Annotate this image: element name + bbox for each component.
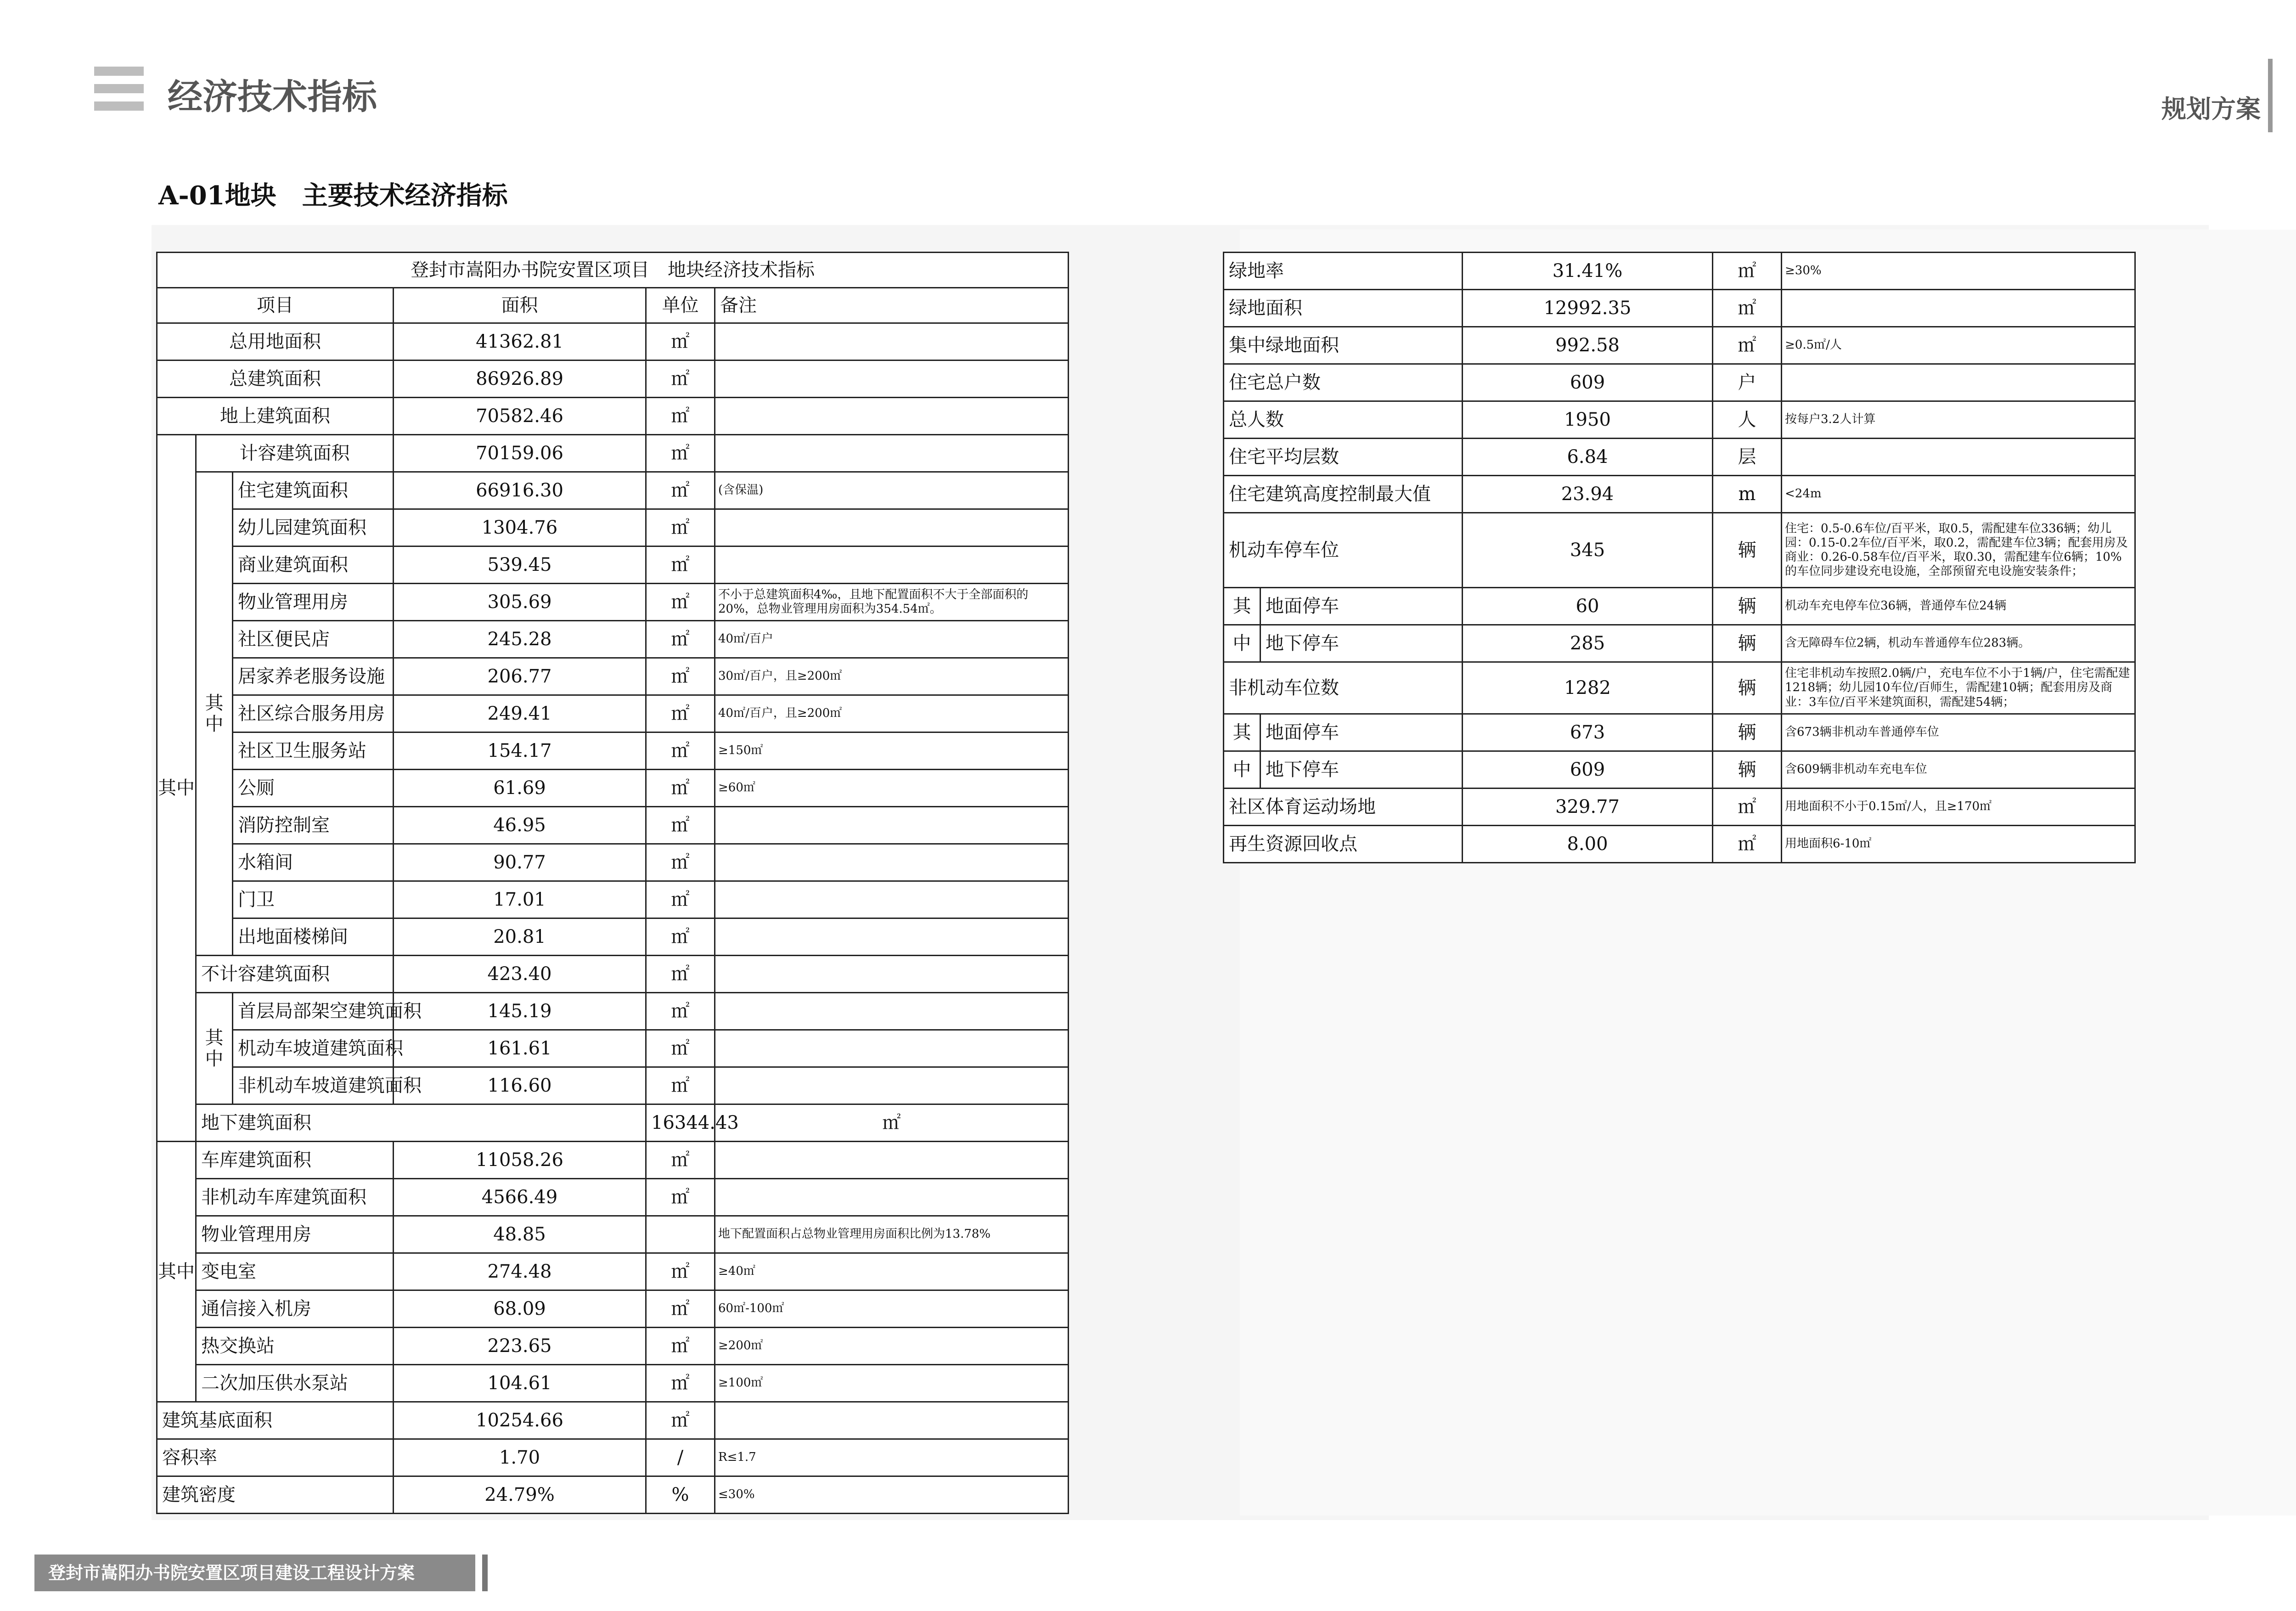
row-value: 17.01 xyxy=(394,881,646,918)
row-note: 40㎡/百户，且≥200㎡ xyxy=(715,695,1069,732)
row-value: 104.61 xyxy=(394,1365,646,1402)
table-row xyxy=(1224,476,2135,513)
row-note: 用地面积6-10㎡ xyxy=(1782,826,2135,863)
row-value: 223.65 xyxy=(394,1328,646,1365)
row-unit: ㎡ xyxy=(646,1142,715,1179)
row-unit: 层 xyxy=(1713,439,1782,476)
table-row xyxy=(157,918,1069,956)
row-note: 60㎡-100㎡ xyxy=(715,1290,1069,1328)
table-row xyxy=(157,621,1069,658)
row-unit: 辆 xyxy=(1713,662,1782,714)
row-note xyxy=(715,1142,1069,1179)
row-unit: ㎡ xyxy=(646,1365,715,1402)
row-unit: ㎡ xyxy=(1713,290,1782,327)
row-unit: ㎡ xyxy=(646,323,715,361)
row-value: 90.77 xyxy=(394,844,646,881)
row-unit: ㎡ xyxy=(646,584,715,621)
row-value: 16344.43 xyxy=(646,1104,715,1142)
row-value: 161.61 xyxy=(394,1030,646,1067)
row-label: 总用地面积 xyxy=(157,323,394,361)
table-row xyxy=(157,732,1069,770)
row-unit: / xyxy=(646,1439,715,1476)
table-row xyxy=(157,881,1069,918)
row-note xyxy=(715,1067,1069,1104)
row-value: 4566.49 xyxy=(394,1179,646,1216)
row-label: 非机动车位数 xyxy=(1224,662,1463,714)
row-label: 绿地面积 xyxy=(1224,290,1463,327)
footer-banner xyxy=(34,1555,475,1591)
column-header: 项目 xyxy=(157,288,394,323)
row-unit: 辆 xyxy=(1713,588,1782,625)
row-label: 地面停车 xyxy=(1261,588,1463,625)
row-value: 249.41 xyxy=(394,695,646,732)
table-row xyxy=(1224,290,2135,327)
column-header: 面积 xyxy=(394,288,646,323)
group-label: 其 xyxy=(1224,588,1261,625)
row-unit: ㎡ xyxy=(646,546,715,584)
table-row xyxy=(157,770,1069,807)
row-value: 245.28 xyxy=(394,621,646,658)
row-value: 206.77 xyxy=(394,658,646,695)
group-label: 其 xyxy=(1224,714,1261,751)
row-value: 423.40 xyxy=(394,956,646,993)
table-row xyxy=(157,658,1069,695)
row-value: 609 xyxy=(1463,364,1713,401)
row-value: 8.00 xyxy=(1463,826,1713,863)
row-value: 116.60 xyxy=(394,1067,646,1104)
table-row xyxy=(157,695,1069,732)
row-value: 68.09 xyxy=(394,1290,646,1328)
row-label: 居家养老服务设施 xyxy=(233,658,394,695)
table-caption-row xyxy=(157,253,1069,288)
row-unit: 辆 xyxy=(1713,751,1782,789)
table-row xyxy=(157,1476,1069,1514)
row-unit: ㎡ xyxy=(1713,327,1782,364)
row-value: 20.81 xyxy=(394,918,646,956)
table-row xyxy=(157,1216,1069,1253)
row-unit: ㎡ xyxy=(646,807,715,844)
row-label: 地下停车 xyxy=(1261,751,1463,789)
row-value: 66916.30 xyxy=(394,472,646,509)
row-unit: ㎡ xyxy=(646,1067,715,1104)
row-label: 住宅建筑高度控制最大值 xyxy=(1224,476,1463,513)
row-label: 消防控制室 xyxy=(233,807,394,844)
table-row xyxy=(157,1402,1069,1439)
column-header: 备注 xyxy=(715,288,1069,323)
row-label: 建筑密度 xyxy=(157,1476,394,1514)
row-label: 地下建筑面积 xyxy=(196,1104,646,1142)
row-note: 含609辆非机动车充电车位 xyxy=(1782,751,2135,789)
row-value: 145.19 xyxy=(394,993,646,1030)
row-note xyxy=(1782,290,2135,327)
table-row xyxy=(1224,662,2135,714)
row-label: 绿地率 xyxy=(1224,253,1463,290)
row-note: ≥60㎡ xyxy=(715,770,1069,807)
row-note xyxy=(715,398,1069,435)
row-note: ≥150㎡ xyxy=(715,732,1069,770)
row-value: 345 xyxy=(1463,513,1713,588)
row-note: ≥200㎡ xyxy=(715,1328,1069,1365)
row-unit: ㎡ xyxy=(646,1328,715,1365)
row-value: 70159.06 xyxy=(394,435,646,472)
table-row xyxy=(157,398,1069,435)
row-note xyxy=(715,361,1069,398)
row-unit: ㎡ xyxy=(646,881,715,918)
row-unit: ㎡ xyxy=(646,435,715,472)
table-row xyxy=(157,807,1069,844)
row-label: 水箱间 xyxy=(233,844,394,881)
table-row xyxy=(1224,826,2135,863)
table-row xyxy=(1224,625,2135,662)
row-label: 总人数 xyxy=(1224,401,1463,439)
table-row xyxy=(1224,588,2135,625)
row-value: 12992.35 xyxy=(1463,290,1713,327)
row-note: 地下配置面积占总物业管理用房面积比例为13.78% xyxy=(715,1216,1069,1253)
group-label: 中 xyxy=(1224,751,1261,789)
row-label: 非机动车坡道建筑面积 xyxy=(233,1067,394,1104)
row-note xyxy=(1782,439,2135,476)
row-note: <24m xyxy=(1782,476,2135,513)
row-value: 539.45 xyxy=(394,546,646,584)
table-row xyxy=(157,844,1069,881)
row-unit: ㎡ xyxy=(646,361,715,398)
row-unit: ㎡ xyxy=(646,472,715,509)
row-unit: ㎡ xyxy=(646,732,715,770)
row-note xyxy=(715,1030,1069,1067)
table-row xyxy=(157,435,1069,472)
row-unit: ㎡ xyxy=(1713,253,1782,290)
row-label: 建筑基底面积 xyxy=(157,1402,394,1439)
row-note xyxy=(715,323,1069,361)
row-note xyxy=(715,807,1069,844)
row-unit: ㎡ xyxy=(646,770,715,807)
row-note xyxy=(715,1179,1069,1216)
row-label: 容积率 xyxy=(157,1439,394,1476)
group-label: 其中 xyxy=(157,435,196,1142)
table-row xyxy=(1224,327,2135,364)
row-label: 公厕 xyxy=(233,770,394,807)
row-label: 幼儿园建筑面积 xyxy=(233,509,394,546)
row-value: 48.85 xyxy=(394,1216,646,1253)
table-row xyxy=(157,472,1069,509)
row-label: 变电室 xyxy=(196,1253,394,1290)
table-row xyxy=(157,1439,1069,1476)
row-note xyxy=(715,881,1069,918)
row-note xyxy=(715,546,1069,584)
row-unit: 辆 xyxy=(1713,625,1782,662)
row-unit: ㎡ xyxy=(1713,789,1782,826)
row-note: (含保温) xyxy=(715,472,1069,509)
row-value: 305.69 xyxy=(394,584,646,621)
table-row xyxy=(1224,789,2135,826)
row-unit: ㎡ xyxy=(1713,826,1782,863)
column-header: 单位 xyxy=(646,288,715,323)
row-note xyxy=(715,509,1069,546)
row-value: 1.70 xyxy=(394,1439,646,1476)
header-menu-icon xyxy=(94,67,144,119)
row-note: ≥40㎡ xyxy=(715,1253,1069,1290)
table-row xyxy=(157,1142,1069,1179)
row-unit: m xyxy=(1713,476,1782,513)
row-note xyxy=(715,844,1069,881)
row-label: 社区便民店 xyxy=(233,621,394,658)
row-note: 40㎡/百户 xyxy=(715,621,1069,658)
row-unit: ㎡ xyxy=(646,1253,715,1290)
row-note xyxy=(715,918,1069,956)
table-row xyxy=(157,1067,1069,1104)
row-note: ≤30% xyxy=(715,1476,1069,1514)
row-label: 地下停车 xyxy=(1261,625,1463,662)
row-label: 地面停车 xyxy=(1261,714,1463,751)
table-row xyxy=(157,546,1069,584)
row-label: 社区综合服务用房 xyxy=(233,695,394,732)
row-value: 329.77 xyxy=(1463,789,1713,826)
row-value: 70582.46 xyxy=(394,398,646,435)
row-note xyxy=(715,435,1069,472)
row-label: 首层局部架空建筑面积 xyxy=(233,993,394,1030)
row-unit: % xyxy=(646,1476,715,1514)
row-value: 10254.66 xyxy=(394,1402,646,1439)
table-row xyxy=(1224,513,2135,588)
row-note: R≤1.7 xyxy=(715,1439,1069,1476)
row-value: 1950 xyxy=(1463,401,1713,439)
row-unit: 辆 xyxy=(1713,714,1782,751)
row-label: 地上建筑面积 xyxy=(157,398,394,435)
row-value: 609 xyxy=(1463,751,1713,789)
row-value: 60 xyxy=(1463,588,1713,625)
row-unit: 辆 xyxy=(1713,513,1782,588)
right-indicator-table xyxy=(1223,252,2136,863)
group-label: 其中 xyxy=(157,1142,196,1402)
row-unit: ㎡ xyxy=(646,993,715,1030)
row-note: 含无障碍车位2辆，机动车普通停车位283辆。 xyxy=(1782,625,2135,662)
table-row xyxy=(1224,364,2135,401)
row-label: 不计容建筑面积 xyxy=(196,956,394,993)
table-row xyxy=(157,956,1069,993)
row-unit: 户 xyxy=(1713,364,1782,401)
row-label: 机动车坡道建筑面积 xyxy=(233,1030,394,1067)
section-label: 规划方案 xyxy=(2161,95,2261,124)
left-indicator-table xyxy=(156,252,1069,1514)
row-value: 61.69 xyxy=(394,770,646,807)
row-label: 机动车停车位 xyxy=(1224,513,1463,588)
table-caption: 登封市嵩阳办书院安置区项目 地块经济技术指标 xyxy=(157,253,1069,288)
row-note xyxy=(715,956,1069,993)
row-value: 6.84 xyxy=(1463,439,1713,476)
table-header-row xyxy=(157,288,1069,323)
table-title: A-01地块 主要技术经济指标 xyxy=(158,180,508,211)
row-label: 非机动车库建筑面积 xyxy=(196,1179,394,1216)
row-unit: ㎡ xyxy=(646,695,715,732)
row-unit: ㎡ xyxy=(646,398,715,435)
row-unit: ㎡ xyxy=(646,918,715,956)
page-title: 经济技术指标 xyxy=(168,76,377,117)
row-note: 用地面积不小于0.15㎡/人，且≥170㎡ xyxy=(1782,789,2135,826)
row-unit: ㎡ xyxy=(646,658,715,695)
table-row xyxy=(157,1179,1069,1216)
row-unit: ㎡ xyxy=(646,1030,715,1067)
row-label: 车库建筑面积 xyxy=(196,1142,394,1179)
row-unit: ㎡ xyxy=(646,1402,715,1439)
row-label: 二次加压供水泵站 xyxy=(196,1365,394,1402)
row-note: ≥100㎡ xyxy=(715,1365,1069,1402)
table-row xyxy=(157,1253,1069,1290)
row-value: 673 xyxy=(1463,714,1713,751)
row-label: 门卫 xyxy=(233,881,394,918)
row-value: 31.41% xyxy=(1463,253,1713,290)
row-note: ≥0.5㎡/人 xyxy=(1782,327,2135,364)
row-value: 11058.26 xyxy=(394,1142,646,1179)
group-label: 中 xyxy=(1224,625,1261,662)
row-value: 41362.81 xyxy=(394,323,646,361)
row-label: 住宅总户数 xyxy=(1224,364,1463,401)
row-note: 不小于总建筑面积4‰，且地下配置面积不大于全部面积的20%，总物业管理用房面积为354.54㎡。 xyxy=(715,584,1069,621)
row-label: 社区卫生服务站 xyxy=(233,732,394,770)
row-value: 1304.76 xyxy=(394,509,646,546)
row-label: 集中绿地面积 xyxy=(1224,327,1463,364)
table-row xyxy=(157,1365,1069,1402)
table-row xyxy=(1224,439,2135,476)
row-label: 社区体育运动场地 xyxy=(1224,789,1463,826)
row-note: 住宅非机动车按照2.0辆/户，充电车位不小于1辆/户，住宅需配建1218辆；幼儿园10车位/百师生，需配建10辆；配套用房及商业：3车位/百平米建筑面积，需配建54辆； xyxy=(1782,662,2135,714)
row-label: 物业管理用房 xyxy=(196,1216,394,1253)
table-row xyxy=(157,361,1069,398)
row-label: 总建筑面积 xyxy=(157,361,394,398)
group-label: 其中 xyxy=(196,993,233,1104)
table-row xyxy=(1224,751,2135,789)
table-row xyxy=(157,1328,1069,1365)
row-note: 住宅：0.5-0.6车位/百平米，取0.5，需配建车位336辆；幼儿园：0.15-0.2车位/百平米，取0.2，需配建车位3辆；配套用房及商业：0.26-0.58车位/百平米，取0.30，需配建车位6辆；10%的车位同步建设充电设施，全部预留充电设施安装条件； xyxy=(1782,513,2135,588)
row-label: 住宅平均层数 xyxy=(1224,439,1463,476)
row-label: 物业管理用房 xyxy=(233,584,394,621)
row-value: 274.48 xyxy=(394,1253,646,1290)
row-unit: ㎡ xyxy=(715,1104,1069,1142)
table-row xyxy=(1224,253,2135,290)
table-row xyxy=(157,1290,1069,1328)
table-row xyxy=(157,323,1069,361)
group-label: 其中 xyxy=(196,472,233,956)
row-unit: ㎡ xyxy=(646,621,715,658)
row-note xyxy=(1782,364,2135,401)
row-unit: ㎡ xyxy=(646,844,715,881)
row-label: 出地面楼梯间 xyxy=(233,918,394,956)
row-note: 含673辆非机动车普通停车位 xyxy=(1782,714,2135,751)
row-note xyxy=(715,993,1069,1030)
row-note: 机动车充电停车位36辆，普通停车位24辆 xyxy=(1782,588,2135,625)
row-value: 86926.89 xyxy=(394,361,646,398)
table-row xyxy=(157,509,1069,546)
table-row xyxy=(157,1104,1069,1142)
row-note: ≥30% xyxy=(1782,253,2135,290)
row-value: 154.17 xyxy=(394,732,646,770)
row-unit xyxy=(646,1216,715,1253)
row-unit: ㎡ xyxy=(646,509,715,546)
table-row xyxy=(1224,714,2135,751)
row-label: 通信接入机房 xyxy=(196,1290,394,1328)
row-unit: ㎡ xyxy=(646,956,715,993)
row-value: 46.95 xyxy=(394,807,646,844)
row-label: 计容建筑面积 xyxy=(196,435,394,472)
row-value: 992.58 xyxy=(1463,327,1713,364)
row-unit: ㎡ xyxy=(646,1179,715,1216)
row-label: 再生资源回收点 xyxy=(1224,826,1463,863)
row-unit: 人 xyxy=(1713,401,1782,439)
footer-text: 登封市嵩阳办书院安置区项目建设工程设计方案 xyxy=(48,1563,415,1583)
footer-divider xyxy=(482,1555,488,1591)
row-value: 1282 xyxy=(1463,662,1713,714)
table-row xyxy=(157,993,1069,1030)
table-row xyxy=(157,584,1069,621)
row-value: 23.94 xyxy=(1463,476,1713,513)
row-unit: ㎡ xyxy=(646,1290,715,1328)
row-note: 30㎡/百户，且≥200㎡ xyxy=(715,658,1069,695)
row-note: 按每户3.2人计算 xyxy=(1782,401,2135,439)
row-value: 24.79% xyxy=(394,1476,646,1514)
row-label: 商业建筑面积 xyxy=(233,546,394,584)
table-row xyxy=(157,1030,1069,1067)
row-label: 热交换站 xyxy=(196,1328,394,1365)
row-label: 住宅建筑面积 xyxy=(233,472,394,509)
row-note xyxy=(715,1402,1069,1439)
row-value: 285 xyxy=(1463,625,1713,662)
table-row xyxy=(1224,401,2135,439)
section-divider xyxy=(2268,59,2273,132)
